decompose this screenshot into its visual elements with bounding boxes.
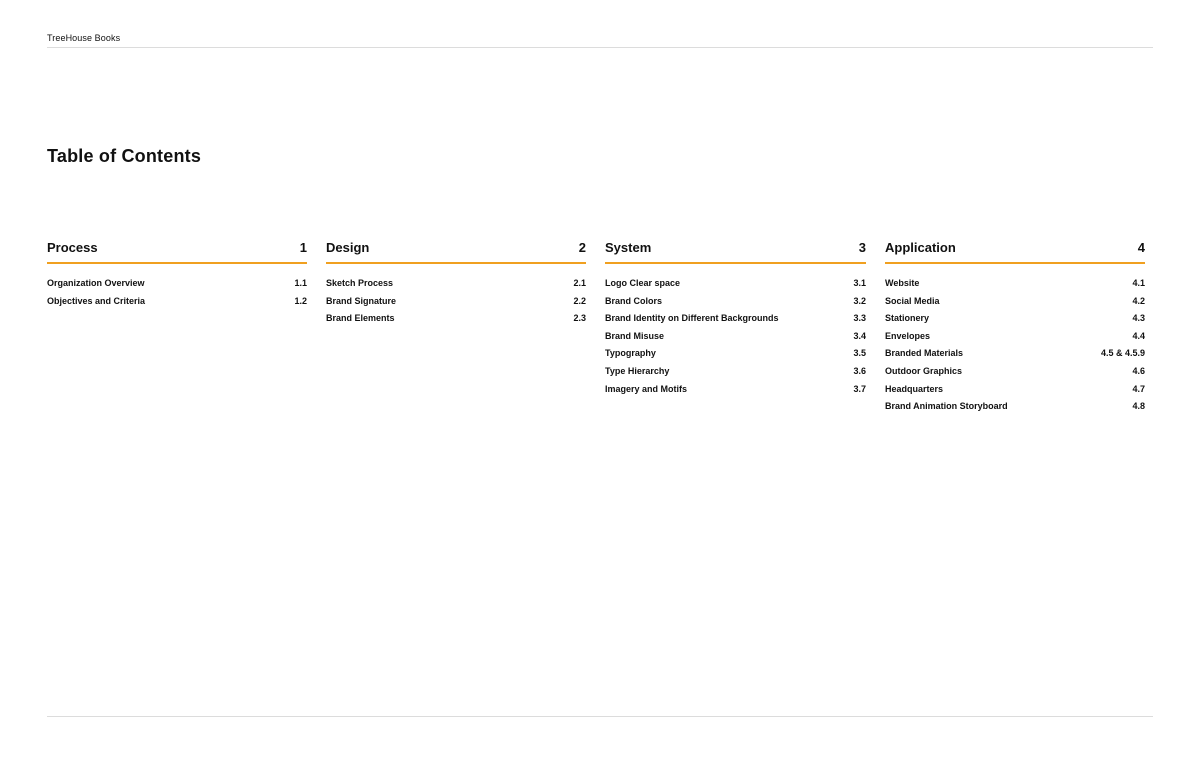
toc-entry[interactable] xyxy=(605,363,866,381)
section-number: 3 xyxy=(858,240,866,255)
section-header[interactable] xyxy=(326,240,586,262)
entry-label: Typography xyxy=(605,348,656,359)
toc-entry[interactable] xyxy=(326,275,586,293)
entry-number: 3.6 xyxy=(853,365,866,376)
entry-number: 3.3 xyxy=(853,313,866,324)
section-header[interactable] xyxy=(47,240,307,262)
section-divider xyxy=(47,262,307,264)
entry-number: 4.4 xyxy=(1132,330,1145,341)
entry-label: Type Hierarchy xyxy=(605,365,670,376)
entry-label: Brand Identity on Different Backgrounds xyxy=(605,313,779,324)
toc-section-process xyxy=(47,240,326,416)
entry-number: 4.2 xyxy=(1132,295,1145,306)
toc-section-system xyxy=(605,240,885,416)
toc-entry[interactable] xyxy=(885,398,1145,416)
toc-entry[interactable] xyxy=(605,381,866,399)
brand-name: TreeHouse Books xyxy=(47,33,121,43)
toc-entry[interactable] xyxy=(47,275,307,293)
entry-number: 3.2 xyxy=(853,295,866,306)
toc-columns xyxy=(47,240,1153,416)
section-items xyxy=(47,275,307,310)
section-items xyxy=(605,275,866,398)
section-title: Application xyxy=(885,240,956,255)
entry-label: Website xyxy=(885,278,920,288)
entry-number: 4.7 xyxy=(1132,383,1145,394)
entry-number: 1.2 xyxy=(294,295,307,306)
section-number: 1 xyxy=(299,240,307,255)
entry-number: 2.3 xyxy=(573,313,586,324)
toc-entry[interactable] xyxy=(326,310,586,328)
entry-number: 1.1 xyxy=(294,278,307,288)
section-title: Process xyxy=(47,240,98,255)
section-title: Design xyxy=(326,240,370,255)
section-divider xyxy=(326,262,586,264)
entry-label: Social Media xyxy=(885,295,940,306)
entry-label: Imagery and Motifs xyxy=(605,383,688,394)
section-header[interactable] xyxy=(885,240,1145,262)
toc-entry[interactable] xyxy=(605,310,866,328)
toc-entry[interactable] xyxy=(326,293,586,311)
header-divider xyxy=(47,47,1153,48)
section-divider xyxy=(885,262,1145,264)
entry-label: Envelopes xyxy=(885,330,931,341)
toc-entry[interactable] xyxy=(47,293,307,311)
entry-label: Brand Elements xyxy=(326,313,395,324)
entry-number: 4.1 xyxy=(1132,278,1145,288)
section-number: 4 xyxy=(1137,240,1145,255)
entry-label: Branded Materials xyxy=(885,348,964,359)
entry-label: Sketch Process xyxy=(326,278,394,288)
entry-number: 4.6 xyxy=(1132,365,1145,376)
toc-entry[interactable] xyxy=(605,328,866,346)
entry-label: Outdoor Graphics xyxy=(885,365,963,376)
entry-number: 4.3 xyxy=(1132,313,1145,324)
section-title: System xyxy=(605,240,652,255)
entry-label: Stationery xyxy=(885,313,930,324)
entry-number: 4.5 & 4.5.9 xyxy=(1100,348,1145,359)
toc-entry[interactable] xyxy=(885,310,1145,328)
entry-label: Brand Signature xyxy=(326,295,397,306)
section-header[interactable] xyxy=(605,240,866,262)
entry-number: 4.8 xyxy=(1132,401,1145,412)
toc-entry[interactable] xyxy=(885,345,1145,363)
entry-label: Objectives and Criteria xyxy=(47,295,146,306)
entry-label: Brand Colors xyxy=(605,295,663,306)
entry-number: 3.7 xyxy=(853,383,866,394)
entry-label: Headquarters xyxy=(885,383,944,394)
entry-number: 3.4 xyxy=(853,330,866,341)
entry-number: 2.2 xyxy=(573,295,586,306)
entry-number: 3.5 xyxy=(853,348,866,359)
toc-entry[interactable] xyxy=(885,275,1145,293)
entry-number: 3.1 xyxy=(853,278,866,288)
section-items xyxy=(885,275,1145,416)
toc-entry[interactable] xyxy=(885,381,1145,399)
entry-label: Logo Clear space xyxy=(605,278,681,288)
entry-label: Brand Animation Storyboard xyxy=(885,401,1008,412)
page-title: Table of Contents xyxy=(47,146,202,166)
toc-section-application xyxy=(885,240,1153,416)
toc-entry[interactable] xyxy=(885,293,1145,311)
toc-entry[interactable] xyxy=(605,293,866,311)
entry-number: 2.1 xyxy=(573,278,586,288)
entry-label: Brand Misuse xyxy=(605,330,665,341)
table-of-contents xyxy=(47,240,1153,416)
footer-divider xyxy=(47,716,1153,717)
toc-entry[interactable] xyxy=(885,363,1145,381)
section-items xyxy=(326,275,586,328)
toc-entry[interactable] xyxy=(605,345,866,363)
toc-entry[interactable] xyxy=(885,328,1145,346)
section-divider xyxy=(605,262,866,264)
section-number: 2 xyxy=(578,240,586,255)
toc-entry[interactable] xyxy=(605,275,866,293)
toc-section-design xyxy=(326,240,605,416)
entry-label: Organization Overview xyxy=(47,278,145,288)
